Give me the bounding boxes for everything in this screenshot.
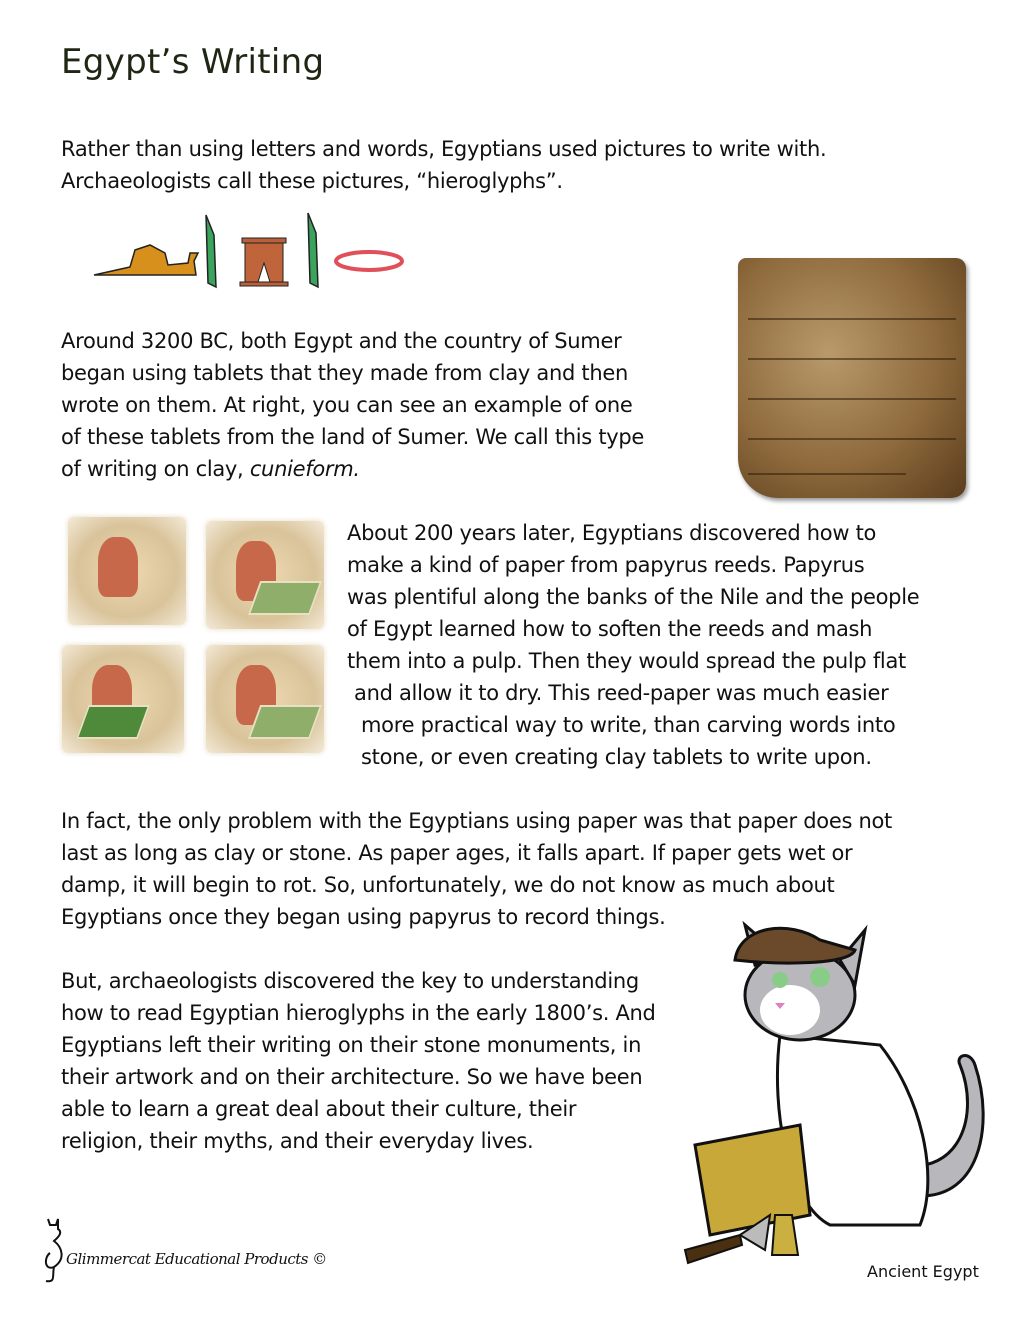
page-title: Egypt’s Writing xyxy=(61,42,325,82)
text-line: stone, or even creating clay tablets to write upon. xyxy=(361,745,872,769)
text-line: and allow it to dry. This reed-paper was much easier xyxy=(354,681,889,705)
italic-term: cunieform. xyxy=(249,457,360,481)
tablets-paragraph xyxy=(61,325,644,485)
text-line: Archaeologists call these pictures, “hieroglyphs”. xyxy=(61,169,563,193)
text-line: make a kind of paper from papyrus reeds. Papyrus xyxy=(347,553,865,577)
text-line: more practical way to write, than carving words into xyxy=(361,713,896,737)
text-line: Rather than using letters and words, Egyptians used pictures to write with. xyxy=(61,137,827,161)
text-line: how to read Egyptian hieroglyphs in the early 1800’s. And xyxy=(61,1001,656,1025)
papyrus-step-image xyxy=(206,521,324,629)
text-line: In fact, the only problem with the Egyptians using paper was that paper does not xyxy=(61,809,892,833)
text-line: them into a pulp. Then they would spread the pulp flat xyxy=(347,649,906,673)
reed-hieroglyph-icon xyxy=(308,213,318,287)
text-line: damp, it will begin to rot. So, unfortunately, we do not know as much about xyxy=(61,873,835,897)
text-line: Around 3200 BC, both Egypt and the country of Sumer xyxy=(61,329,622,353)
text-line: was plentiful along the banks of the Nile and the people xyxy=(347,585,920,609)
text-line: religion, their myths, and their everyday lives. xyxy=(61,1129,534,1153)
text-line: their artwork and on their architecture. So we have been xyxy=(61,1065,643,1089)
text-line: of these tablets from the land of Sumer. We call this type xyxy=(61,425,645,449)
text-line: began using tablets that they made from clay and then xyxy=(61,361,628,385)
cuneiform-tablet-image xyxy=(738,258,966,498)
intro-paragraph xyxy=(61,133,826,197)
explorer-cat-illustration xyxy=(680,915,985,1275)
lion-hieroglyph-icon xyxy=(94,245,198,275)
stool-hieroglyph-icon xyxy=(240,238,288,286)
text-line: last as long as clay or stone. As paper ages, it falls apart. If paper gets wet or xyxy=(61,841,853,865)
publisher-logo-text: Glimmercat Educational Products © xyxy=(66,1250,327,1268)
text-line: wrote on them. At right, you can see an example of one xyxy=(61,393,633,417)
text-line: Egyptians once they began using papyrus to record things. xyxy=(61,905,666,929)
text-line xyxy=(61,453,644,485)
papyrus-paragraph xyxy=(347,517,919,773)
mouth-hieroglyph-icon xyxy=(336,252,402,270)
papyrus-step-image xyxy=(62,645,184,753)
key-paragraph xyxy=(61,965,656,1157)
problem-paragraph xyxy=(61,805,892,933)
hieroglyphs-image xyxy=(90,205,410,295)
papyrus-step-image xyxy=(68,517,186,625)
reed-hieroglyph-icon xyxy=(206,215,216,287)
page-caption: Ancient Egypt xyxy=(867,1262,979,1281)
text-line: able to learn a great deal about their culture, their xyxy=(61,1097,577,1121)
text-line: Egyptians left their writing on their stone monuments, in xyxy=(61,1033,642,1057)
text-segment: of writing on clay, xyxy=(61,457,250,481)
papyrus-step-image xyxy=(206,645,324,753)
text-line: About 200 years later, Egyptians discovered how to xyxy=(347,521,877,545)
text-line: But, archaeologists discovered the key to understanding xyxy=(61,969,639,993)
text-line: of Egypt learned how to soften the reeds and mash xyxy=(347,617,873,641)
